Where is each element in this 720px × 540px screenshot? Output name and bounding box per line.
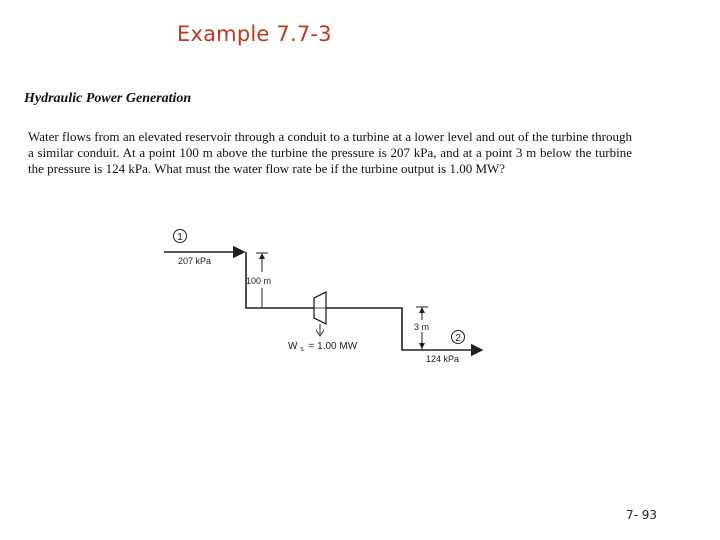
point-2-marker	[452, 331, 465, 345]
work-symbol: W	[288, 341, 298, 352]
point-1-marker	[174, 230, 187, 244]
turbine-icon	[314, 292, 326, 336]
point-1-pressure: 207 kPa	[178, 256, 212, 266]
work-subscript: s	[300, 346, 304, 353]
shaft-work-label	[288, 341, 358, 354]
height-below-label: 3 m	[414, 322, 430, 332]
height-above-label: 100 m	[246, 276, 272, 286]
slide-title: Example 7.7-3	[177, 22, 332, 46]
point-1-label: 1	[177, 232, 183, 243]
page-number: 7- 93	[626, 508, 658, 522]
hydraulic-diagram	[160, 222, 490, 367]
point-2-label: 2	[455, 333, 461, 344]
point-2-pressure: 124 kPa	[426, 354, 460, 364]
problem-statement: Water flows from an elevated reservoir through a conduit to a turbine at a lower level and out of the turbine through a similar conduit. At a point 100 m above the turbine the pressure is 207 kPa, and at a point 3 m below the turbine the pressure is 124 kPa. What must the water flow rate be if the turbine output is 1.00 MW?	[28, 129, 632, 176]
work-value: = 1.00 MW	[308, 341, 358, 352]
problem-heading: Hydraulic Power Generation	[24, 91, 192, 106]
svg-text:W s = 1.00 MW	[288, 341, 358, 354]
